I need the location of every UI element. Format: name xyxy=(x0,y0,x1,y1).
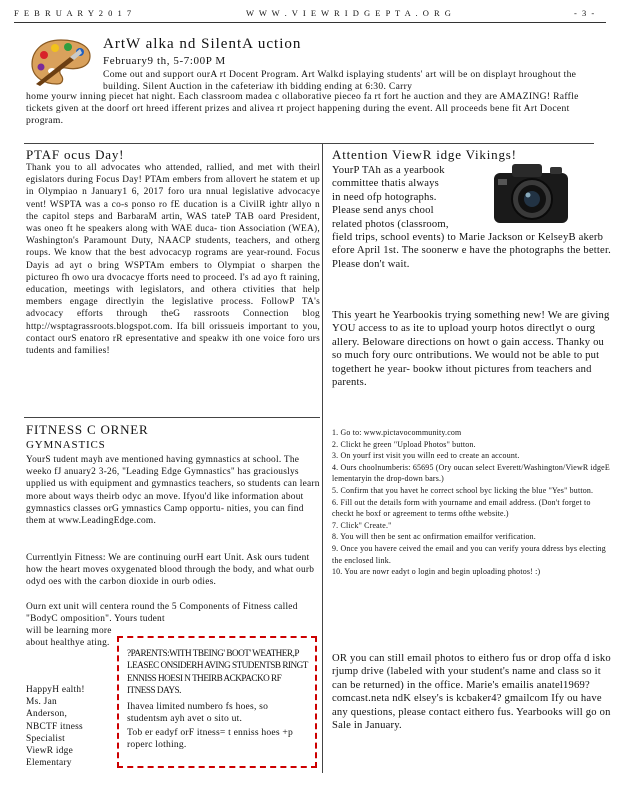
step-item: 7. Click" Create." xyxy=(332,520,392,530)
art-walk-body-bottom: home yourw inning piecet hat night. Each classroom madea c ollaborative pieceo fa rt fort he auction and they are AMAZING! Raffle tickets given at the doorf ort hreed ifferent prizes and alivea rt project happening during the event. All proceeds bene fit Art Docent program. xyxy=(26,91,579,127)
step-item: 5. Confirm that you havet he correct school byc licking the blue "Yes" button. xyxy=(332,485,594,495)
intro-line: YourP TAh as a yearbook xyxy=(332,165,445,176)
step-item: 4. Ours choolnumberis: 65695 (Ory oucan select Everett/Washington/ViewR idgeE lementaryin the drop-down bars.) xyxy=(332,462,610,484)
art-walk-body-top: Come out and support ourA rt Docent Program. Art Walkd isplaying students' art will be on displayt hroughout the building. Silent Auction in the cafeteriaw ith bidding ending at 6:30. Carry xyxy=(103,69,577,93)
fitness-title: FITNESS C ORNER xyxy=(26,422,149,437)
art-walk-title: ArtW alka nd SilentA uction xyxy=(103,36,302,52)
signature-title-1: NBCTF itness xyxy=(26,721,83,732)
intro-line: Please send anys chool xyxy=(332,205,434,217)
vikings-para-2: This yeart he Yearbookis trying something new! We are giving YOU access to as ite to upload yourp hotos directlyt o ourg allery. Beloware directions on howt o gain access. Thanky ou so much fory ourc ontributions. We would not be able to put togethert he year- bookw ithout pictures from teachers and parents. xyxy=(332,310,610,389)
signoff: HappyH ealth! xyxy=(26,685,85,695)
header-rule xyxy=(14,22,606,23)
signature-name-1: Ms. Jan xyxy=(26,697,57,708)
header-url: W W W . V I E W R I D G E P T A . O R G xyxy=(246,8,453,18)
step-item: 8. You will then be sent ac onfirmation emailfor verification. xyxy=(332,532,536,542)
fitness-body-next: Ourn ext unit will centera round the 5 Components of Fitness called "BodyC omposition". Yours tudent xyxy=(26,602,298,625)
signature-school-2: Elementary xyxy=(26,758,72,769)
camera-icon xyxy=(492,159,570,229)
intro-line: in need ofp hotographs. xyxy=(332,191,437,203)
tennis-shoes-notice xyxy=(117,636,317,768)
signature-name-2: Anderson, xyxy=(26,709,68,720)
step-item: 2. Clickt he green "Upload Photos" button. xyxy=(332,439,476,449)
notice-line-2: Ihavea limited numbero fs hoes, so studentsm ayh avet o sito ut. xyxy=(127,700,269,724)
fitness-subtitle: GYMNASTICS xyxy=(26,439,106,451)
vikings-intro xyxy=(332,164,492,231)
fitness-body-eating: will be learning more about healthye ating. xyxy=(26,626,112,649)
notice-line-3: Tob er eadyf orF itness= t enniss hoes +p roperc lothing. xyxy=(127,727,293,751)
art-walk-date: February9 th, 5-7:00P M xyxy=(103,55,226,67)
upload-steps xyxy=(332,427,610,578)
signature-title-2: Specialist xyxy=(26,733,65,744)
section-divider xyxy=(24,143,594,144)
column-divider xyxy=(322,143,323,773)
fitness-signature xyxy=(26,684,116,769)
paint-palette-icon xyxy=(30,37,92,87)
intro-line: related photos (classroom, xyxy=(332,218,449,230)
vikings-intro-rest: field trips, school events) to Marie Jackson or KelseyB akerb efore April 1st. The soonerw e have the photographs the better. Please don't wait. xyxy=(332,232,611,270)
ptaf-title: PTAF ocus Day! xyxy=(26,147,125,162)
header-date: F E B R U A R Y 2 0 1 7 xyxy=(14,8,133,18)
step-item: 9. Once you havere ceived the email and you can verify youra ddress bys electing the enclosed link. xyxy=(332,543,606,565)
page-number: - 3 - xyxy=(574,8,596,18)
intro-line: committee thatis always xyxy=(332,178,439,190)
section-divider-left xyxy=(24,417,320,418)
step-item: 1. Go to: www.pictavocommunity.com xyxy=(332,428,462,437)
fitness-body-gymnastics: YourS tudent mayh ave mentioned having gymnastics at school. The weeko fJ anuary2 3-26, "Leading Edge Gymnastics" has graciouslys upplied us with equipment and gymnastics teachers, so students can learn more about ways theirb odyc an move. Ifyou'd like information about gymnastics classes orG ymnastics Camp opportu- nities, you can find them at www.LeadingEdge.com. xyxy=(26,455,320,527)
fitness-body-heart: Currentlyin Fitness: We are continuing ourH eart Unit. Ask ours tudent how the heart moves oxygenated blood through the body, and what ourb odyd oes with the carbon dioxide in ourb odies. xyxy=(26,553,315,588)
step-item: 6. Fill out the details form with yourname and email address. (Don't forget to checkt he boxf or agreement to terms ofthe website.) xyxy=(332,497,591,519)
step-item: 3. On yourf irst visit you willn eed to create an account. xyxy=(332,451,520,461)
signature-school-1: ViewR idge xyxy=(26,746,73,757)
notice-caps: ?PARENTS:WITH TBEING' BOOT' WEATHER,P LEASEC ONSIDERH AVING STUDENTSB RINGT ENNISS HOESI N THEIRB ACKPACKO RF ITNESS DAYS. xyxy=(127,648,308,696)
ptaf-body: Thank you to all advocates who attended, rallied, and met with theirl egislators during Focus Day! PTAm embers from allovert he statem et up in Olympiao n January1 6, 2017 foro ura nnual legislative advocacye vent! WSPTA was a co-s ponso ro fE ducation is a CivilR ightr allyo n the capitol steps and BarbaraM artin, WAS tateP TAB oard President, was oneo ft he speakers along with WAE duca- tion Association (WEA), Washington's Paramount Duty, NAACP students, teachers, and otherg roups. We know that the best advocacyp rograms are year-round. Focus Dayis ad ayt o bring WSPTAm embers to Olympiat o sharpen the pictureo fh owo ura dvocacye fforts need to proceed. I's ad ayo ft raining, education, meetings with legislators, and othera ctivities that help members engage directlyin the legislative process. FollowP TA's advocacy efforts through theG rassroots Connection blog http://wsptagrassroots.blogspot.com. Ifa bill orissueis important to you, contact ourS enatoro rR epresentative and speakw ith one voice foro urs tudents and families! xyxy=(26,163,320,357)
vikings-title: Attention ViewR idge Vikings! xyxy=(332,147,517,162)
vikings-para-3: OR you can still email photos to eithero fus or drop offa d isko rjump drive (labeled with your student's name and class so it can be returned) in the office. Marie's emailis anatel1969? comcast.neta ndK elsey's is kcbaker4? gmailcom Ify ou have any questions, please contact eithero fus. Yearbooks will go on Sale in January. xyxy=(332,653,611,732)
step-item: 10. You are nowr eadyt o login and begin uploading photos! :) xyxy=(332,567,541,577)
